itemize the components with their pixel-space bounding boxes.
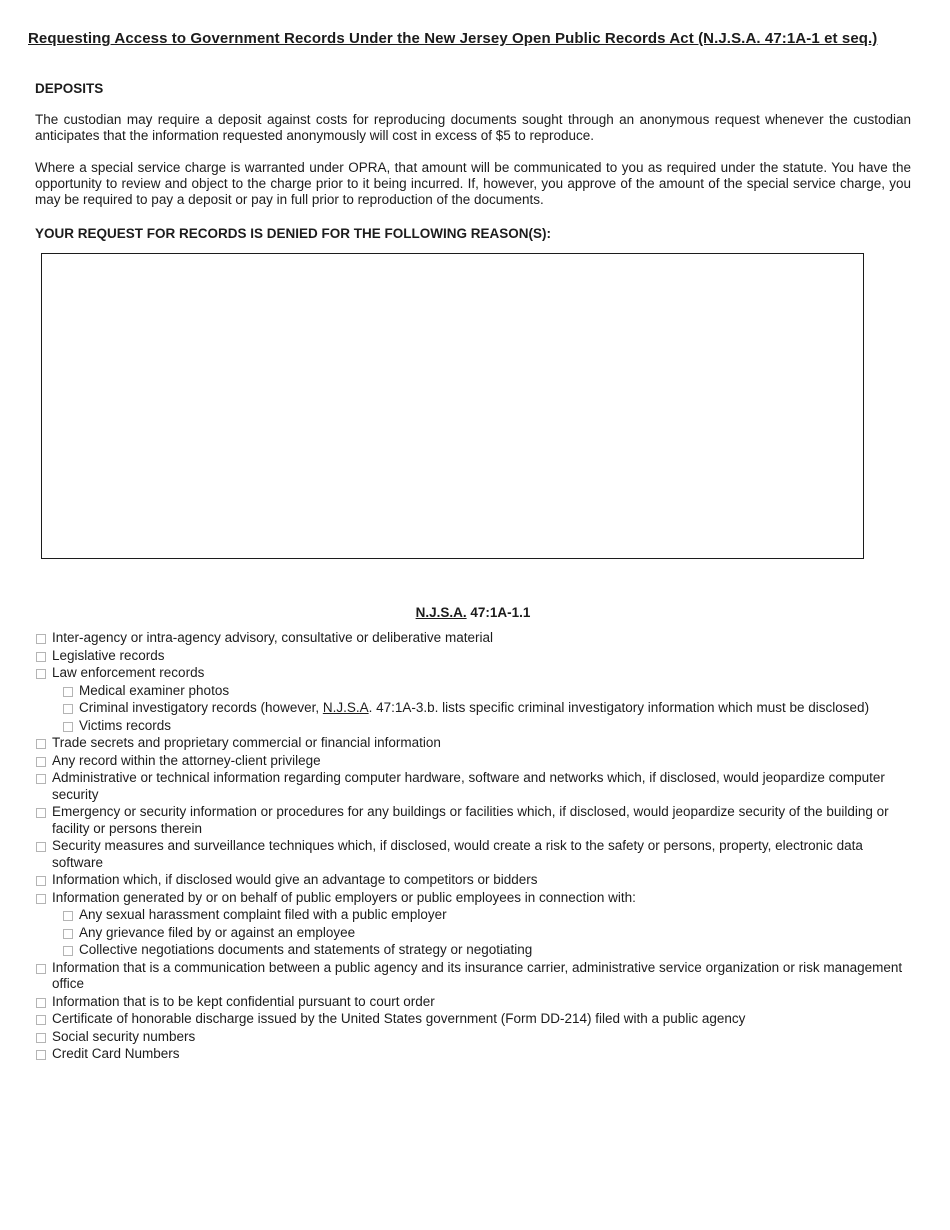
checkbox[interactable] (63, 929, 73, 939)
checkbox[interactable] (36, 998, 46, 1008)
checkbox[interactable] (36, 1050, 46, 1060)
checkbox[interactable] (63, 946, 73, 956)
checkbox-label: Security measures and surveillance techniques which, if disclosed, would create a risk to the safety or persons, property, electronic data software (52, 838, 863, 870)
checklist-item-surveillance (36, 838, 911, 871)
checkbox-label: Information that is a communication between a public agency and its insurance carrier, administrative service organization or risk management office (52, 959, 903, 991)
statute-heading-rest: 47:1A-1.1 (466, 605, 531, 620)
checkbox-label (79, 700, 869, 717)
checklist-item-victims-records (63, 718, 911, 735)
checkbox-label: Certificate of honorable discharge issued by the United States government (Form DD-214) filed with a public agency (52, 1011, 746, 1026)
deposits-paragraph-1: The custodian may require a deposit against costs for reproducing documents sought through an anonymous request whenever the custodian anticipates that the information requested anonymously will cost in excess of $5 to reproduce. (35, 112, 911, 143)
checklist-item-credit-card (36, 1046, 911, 1063)
page-title: Requesting Access to Government Records Under the New Jersey Open Public Records Act (N.J.S.A. 47:1A-1 et seq.) (28, 30, 878, 47)
checkbox-label: Information which, if disclosed would give an advantage to competitors or bidders (52, 872, 538, 887)
checkbox-label: Credit Card Numbers (52, 1046, 180, 1061)
checkbox[interactable] (36, 634, 46, 644)
checkbox[interactable] (36, 876, 46, 886)
checkbox-label: Emergency or security information or procedures for any buildings or facilities which, if disclosed, would jeopardize security of the building or facility or persons therein (52, 804, 889, 836)
checklist-item-computer-security (36, 770, 911, 803)
checklist-item-honorable-discharge (36, 1011, 911, 1028)
checkbox-label: Social security numbers (52, 1028, 196, 1044)
checklist-item-grievance (63, 925, 911, 942)
checkbox-label: Any grievance filed by or against an employee (79, 924, 356, 940)
checklist-item-sexual-harassment (63, 907, 911, 924)
checklist-item-criminal-investigatory (63, 700, 911, 717)
checkbox[interactable] (36, 1033, 46, 1043)
checklist-item-insurance-carrier (36, 960, 911, 993)
checkbox[interactable] (36, 964, 46, 974)
checkbox[interactable] (63, 704, 73, 714)
checkbox-label: Information generated by or on behalf of public employers or public employees in connection with: (52, 889, 636, 905)
checklist-item-court-order (36, 994, 911, 1011)
checklist-item-trade-secrets (36, 735, 911, 752)
checkbox[interactable] (36, 652, 46, 662)
label-part-post: . 47:1A-3.b. lists specific criminal investigatory information which must be disclosed) (368, 700, 870, 715)
statute-heading-underlined: N.J.S.A. (415, 605, 467, 620)
checklist-item-medical-examiner (63, 683, 911, 700)
checklist-item-legislative (36, 648, 911, 665)
checkbox[interactable] (36, 1015, 46, 1025)
checklist-item-interagency (36, 630, 911, 647)
checkbox-label: Legislative records (52, 647, 165, 663)
label-part-pre: Criminal investigatory records (however, (79, 700, 323, 715)
checklist-item-collective-negotiations (63, 942, 911, 959)
checkbox[interactable] (36, 669, 46, 679)
checkbox-label: Administrative or technical information regarding computer hardware, software and networks which, if disclosed, would jeopardize computer security (52, 770, 885, 802)
checkbox[interactable] (36, 894, 46, 904)
checklist-item-law-enforcement (36, 665, 911, 682)
deposits-paragraph-2: Where a special service charge is warranted under OPRA, that amount will be communicated to you as required under the statute. You have the opportunity to review and object to the charge prior to it being incurred. If, however, you approve of the amount of the special service charge, you may be required to pay a deposit or pay in full prior to reproduction of the documents. (35, 160, 911, 207)
statute-heading (35, 605, 911, 620)
checkbox-label: Any sexual harassment complaint filed with a public employer (79, 907, 447, 922)
checkbox-label: Medical examiner photos (79, 682, 230, 698)
checkbox[interactable] (36, 808, 46, 818)
denial-reason-checklist (35, 630, 911, 1063)
checkbox-label: Trade secrets and proprietary commercial or financial information (52, 735, 441, 750)
checklist-item-building-security (36, 804, 911, 837)
denial-reasons-box[interactable] (41, 253, 864, 559)
checkbox[interactable] (36, 842, 46, 852)
checkbox-label: Collective negotiations documents and statements of strategy or negotiating (79, 942, 533, 957)
checkbox[interactable] (63, 722, 73, 732)
denial-heading: YOUR REQUEST FOR RECORDS IS DENIED FOR THE FOLLOWING REASON(S): (35, 226, 552, 241)
checklist-item-attorney-client (36, 753, 911, 770)
label-part-underlined: N.J.S.A (322, 700, 369, 715)
checklist-item-public-employers (36, 890, 911, 907)
checkbox-label: Information that is to be kept confidential pursuant to court order (52, 993, 435, 1009)
checkbox[interactable] (36, 757, 46, 767)
checklist-item-competitors (36, 872, 911, 889)
checkbox[interactable] (36, 774, 46, 784)
deposits-heading: DEPOSITS (35, 81, 104, 96)
document-content (28, 81, 916, 1063)
checkbox[interactable] (36, 739, 46, 749)
checkbox-label: Victims records (79, 717, 172, 733)
checkbox-label: Any record within the attorney-client privilege (52, 752, 321, 768)
checkbox[interactable] (63, 687, 73, 697)
checkbox[interactable] (63, 911, 73, 921)
checkbox-label: Inter-agency or intra-agency advisory, consultative or deliberative material (52, 630, 493, 645)
checkbox-label: Law enforcement records (52, 665, 205, 680)
checklist-item-social-security (36, 1029, 911, 1046)
